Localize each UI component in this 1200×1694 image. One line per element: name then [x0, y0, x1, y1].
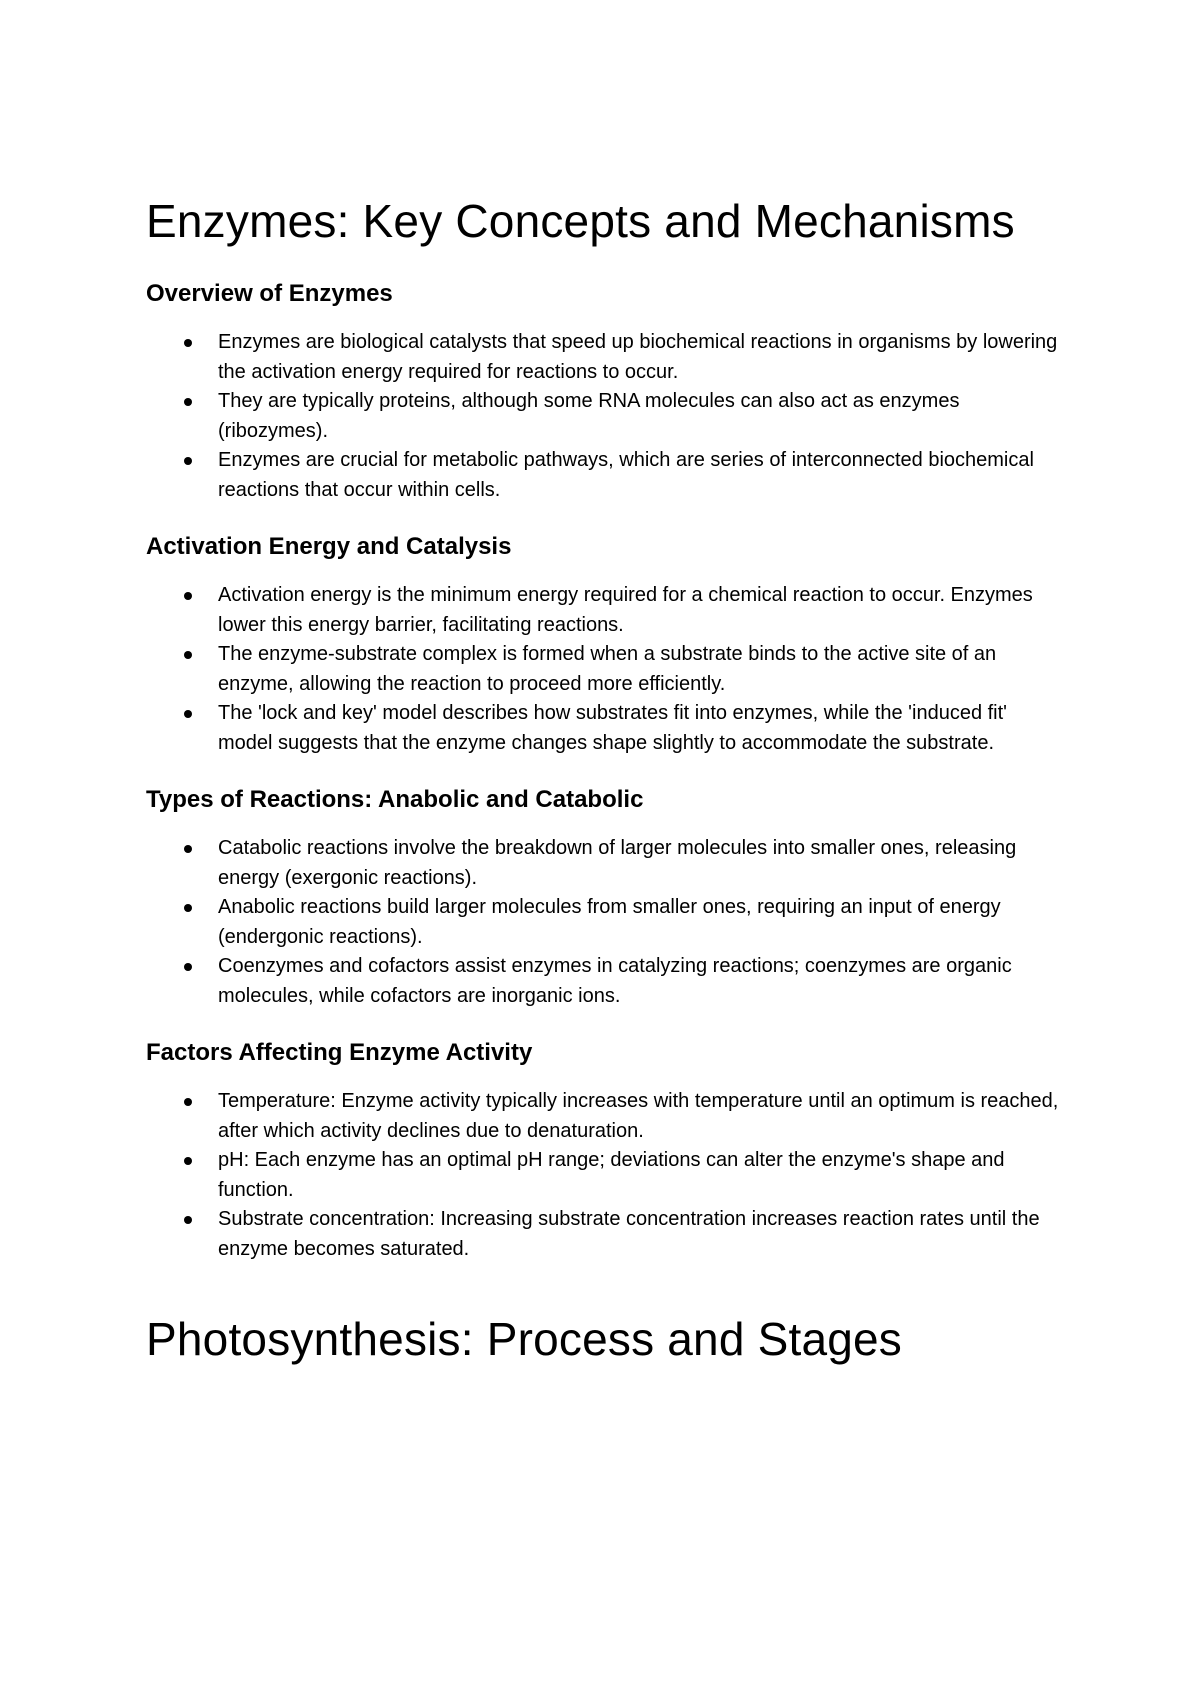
list-item — [146, 640, 1066, 699]
bullet-icon — [184, 651, 192, 659]
next-section-title: Photosynthesis: Process and Stages — [146, 1313, 903, 1365]
list-item-text: Activation energy is the minimum energy required for a chemical reaction to occur. Enzymes lower this energy barrier, facilitating reactions. — [218, 584, 1033, 636]
list-item — [146, 581, 1066, 640]
list-item — [146, 893, 1066, 952]
list-item — [146, 1205, 1066, 1264]
bullet-icon — [184, 845, 192, 853]
section-heading-overview: Overview of Enzymes — [146, 280, 393, 307]
bullet-list-reaction-types — [146, 834, 1066, 1011]
bullet-list-activation-energy — [146, 581, 1066, 758]
section-heading-activation-energy: Activation Energy and Catalysis — [146, 533, 512, 560]
document-title: Enzymes: Key Concepts and Mechanisms — [146, 195, 1015, 247]
list-item — [146, 834, 1066, 893]
list-item — [146, 387, 1066, 446]
bullet-list-overview — [146, 328, 1066, 505]
bullet-icon — [184, 1157, 192, 1165]
list-item-text: The 'lock and key' model describes how substrates fit into enzymes, while the 'induced fit' model suggests that the enzyme changes shape slightly to accommodate the substrate. — [218, 702, 1007, 754]
bullet-icon — [184, 963, 192, 971]
list-item-text: Enzymes are biological catalysts that speed up biochemical reactions in organisms by lowering the activation energy required for reactions to occur. — [218, 331, 1058, 383]
list-item — [146, 699, 1066, 758]
list-item-text: Substrate concentration: Increasing substrate concentration increases reaction rates until the enzyme becomes saturated. — [218, 1208, 1040, 1260]
list-item — [146, 952, 1066, 1011]
document-page — [146, 190, 1066, 1396]
list-item — [146, 1087, 1066, 1146]
list-item-text: Temperature: Enzyme activity typically increases with temperature until an optimum is reached, after which activity declines due to denaturation. — [218, 1090, 1059, 1142]
bullet-icon — [184, 339, 192, 347]
bullet-icon — [184, 457, 192, 465]
bullet-icon — [184, 592, 192, 600]
list-item-text: pH: Each enzyme has an optimal pH range; deviations can alter the enzyme's shape and function. — [218, 1149, 1005, 1201]
list-item-text: Enzymes are crucial for metabolic pathways, which are series of interconnected biochemical reactions that occur within cells. — [218, 449, 1034, 501]
list-item-text: Catabolic reactions involve the breakdown of larger molecules into smaller ones, releasing energy (exergonic reactions). — [218, 837, 1017, 889]
list-item — [146, 446, 1066, 505]
bullet-icon — [184, 1098, 192, 1106]
list-item-text: The enzyme-substrate complex is formed when a substrate binds to the active site of an enzyme, allowing the reaction to proceed more efficiently. — [218, 643, 997, 695]
list-item-text: They are typically proteins, although some RNA molecules can also act as enzymes (ribozymes). — [218, 390, 960, 442]
bullet-icon — [184, 904, 192, 912]
list-item-text: Coenzymes and cofactors assist enzymes in catalyzing reactions; coenzymes are organic molecules, while cofactors are inorganic ions. — [218, 955, 1012, 1007]
bullet-icon — [184, 710, 192, 718]
bullet-icon — [184, 1216, 192, 1224]
section-heading-reaction-types: Types of Reactions: Anabolic and Catabolic — [146, 786, 644, 813]
section-heading-factors: Factors Affecting Enzyme Activity — [146, 1039, 533, 1066]
list-item — [146, 328, 1066, 387]
bullet-list-factors — [146, 1087, 1066, 1264]
list-item — [146, 1146, 1066, 1205]
list-item-text: Anabolic reactions build larger molecules from smaller ones, requiring an input of energy (endergonic reactions). — [218, 896, 1001, 948]
bullet-icon — [184, 398, 192, 406]
